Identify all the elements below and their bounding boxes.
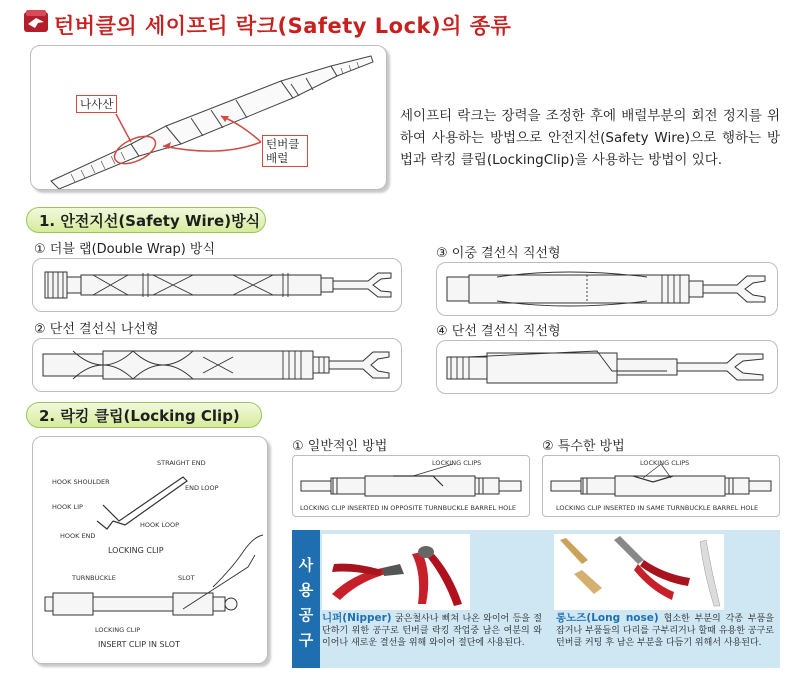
tools-side-bar <box>292 530 320 668</box>
section2-title: 2. 락킹 클립(Locking Clip) <box>26 402 262 428</box>
double-wrap-drawing <box>33 259 401 311</box>
double-straight-drawing <box>437 263 777 315</box>
tools-side-char-1: 사 <box>298 556 314 574</box>
clip-label-hook-end: HOOK END <box>60 532 96 540</box>
wire-method-2-figure <box>32 338 402 392</box>
insert-label-locking-clip: LOCKING CLIP <box>95 626 141 634</box>
page-title: 턴버클의 세이프티 락크(Safety Lock)의 종류 <box>54 14 512 38</box>
clip-method-1-tag: LOCKING CLIPS <box>432 459 482 467</box>
clip-caption: LOCKING CLIP <box>108 546 164 555</box>
insert-label-slot: SLOT <box>178 574 195 582</box>
wire-method-3-label: ③ 이중 결선식 직선형 <box>436 246 561 261</box>
wire-method-1-figure <box>32 258 402 312</box>
tools-side-char-3: 공 <box>298 606 314 624</box>
clip-method-2-caption: LOCKING CLIP INSERTED IN SAME TURNBUCKLE BARREL HOLE <box>556 504 759 512</box>
clip-label-end-loop: END LOOP <box>185 484 219 492</box>
top-figure-box <box>30 45 387 190</box>
clip-label-straight-end: STRAIGHT END <box>157 459 206 467</box>
clip-method-2-label: ② 특수한 방법 <box>542 439 625 454</box>
callout-barrel-line1: 턴버클 <box>266 137 300 151</box>
callout-barrel-line2: 배럴 <box>266 151 289 165</box>
clip-method-1-label: ① 일반적인 방법 <box>292 439 388 454</box>
callout-thread: 나사산 <box>76 95 117 113</box>
longnose-name: 롱노즈(Long nose) <box>556 612 659 624</box>
clip-label-hook-shoulder: HOOK SHOULDER <box>52 478 110 486</box>
intro-paragraph: 세이프티 락크는 장력을 조정한 후에 배럴부분의 회전 정지를 위하여 사용하는 방법으로 안전지선(Safety Wire)으로 행하는 방법과 락킹 클립(LockingClip)을 사용하는 방법이 있다. <box>400 108 780 168</box>
wire-method-1-label: ① 더블 랩(Double Wrap) 방식 <box>34 242 216 257</box>
single-straight-drawing <box>437 341 777 393</box>
clip-label-hook-loop: HOOK LOOP <box>140 521 179 529</box>
insert-caption: INSERT CLIP IN SLOT <box>98 640 180 649</box>
tools-side-char-4: 구 <box>298 631 314 649</box>
nipper-caption <box>322 612 542 649</box>
wire-method-2-label: ② 단선 결선식 나선형 <box>34 322 159 337</box>
wire-method-4-figure <box>436 340 778 394</box>
clip-label-hook-lip: HOOK LIP <box>52 503 83 511</box>
nipper-photo <box>322 534 470 610</box>
section1-title: 1. 안전지선(Safety Wire)방식 <box>26 207 266 233</box>
logo-icon <box>22 8 50 34</box>
nipper-desc: 굵은철사나 삐쳐 나온 와이어 등을 절단하기 위한 공구로 턴버클 락킹 작업중 남은 여분의 와이어나 새로운 결선을 위해 와이어 절단에 사용된다. <box>322 614 542 648</box>
clip-method-2-tag: LOCKING CLIPS <box>640 459 690 467</box>
insert-label-turnbuckle: TURNBUCKLE <box>72 574 116 582</box>
wire-method-3-figure <box>436 262 778 316</box>
longnose-photo <box>554 534 724 610</box>
clip-method-1-caption: LOCKING CLIP INSERTED IN OPPOSITE TURNBUCKLE BARREL HOLE <box>300 504 516 512</box>
callout-barrel <box>262 135 308 167</box>
turnbuckle-barrel-drawing <box>31 46 386 189</box>
wire-method-4-label: ④ 단선 결선식 직선형 <box>436 324 561 339</box>
longnose-desc: 협소한 부분의 각종 부품을 잡거나 부품들의 다리를 구부리거나 할때 유용한 공구로 턴버클 커팅 후 남은 부분을 다듬기 위해서 사용된다. <box>556 614 775 648</box>
nipper-name: 니퍼(Nipper) <box>322 612 392 624</box>
longnose-caption <box>556 612 774 649</box>
single-spiral-drawing <box>33 339 401 391</box>
tools-side-char-2: 용 <box>298 581 314 599</box>
